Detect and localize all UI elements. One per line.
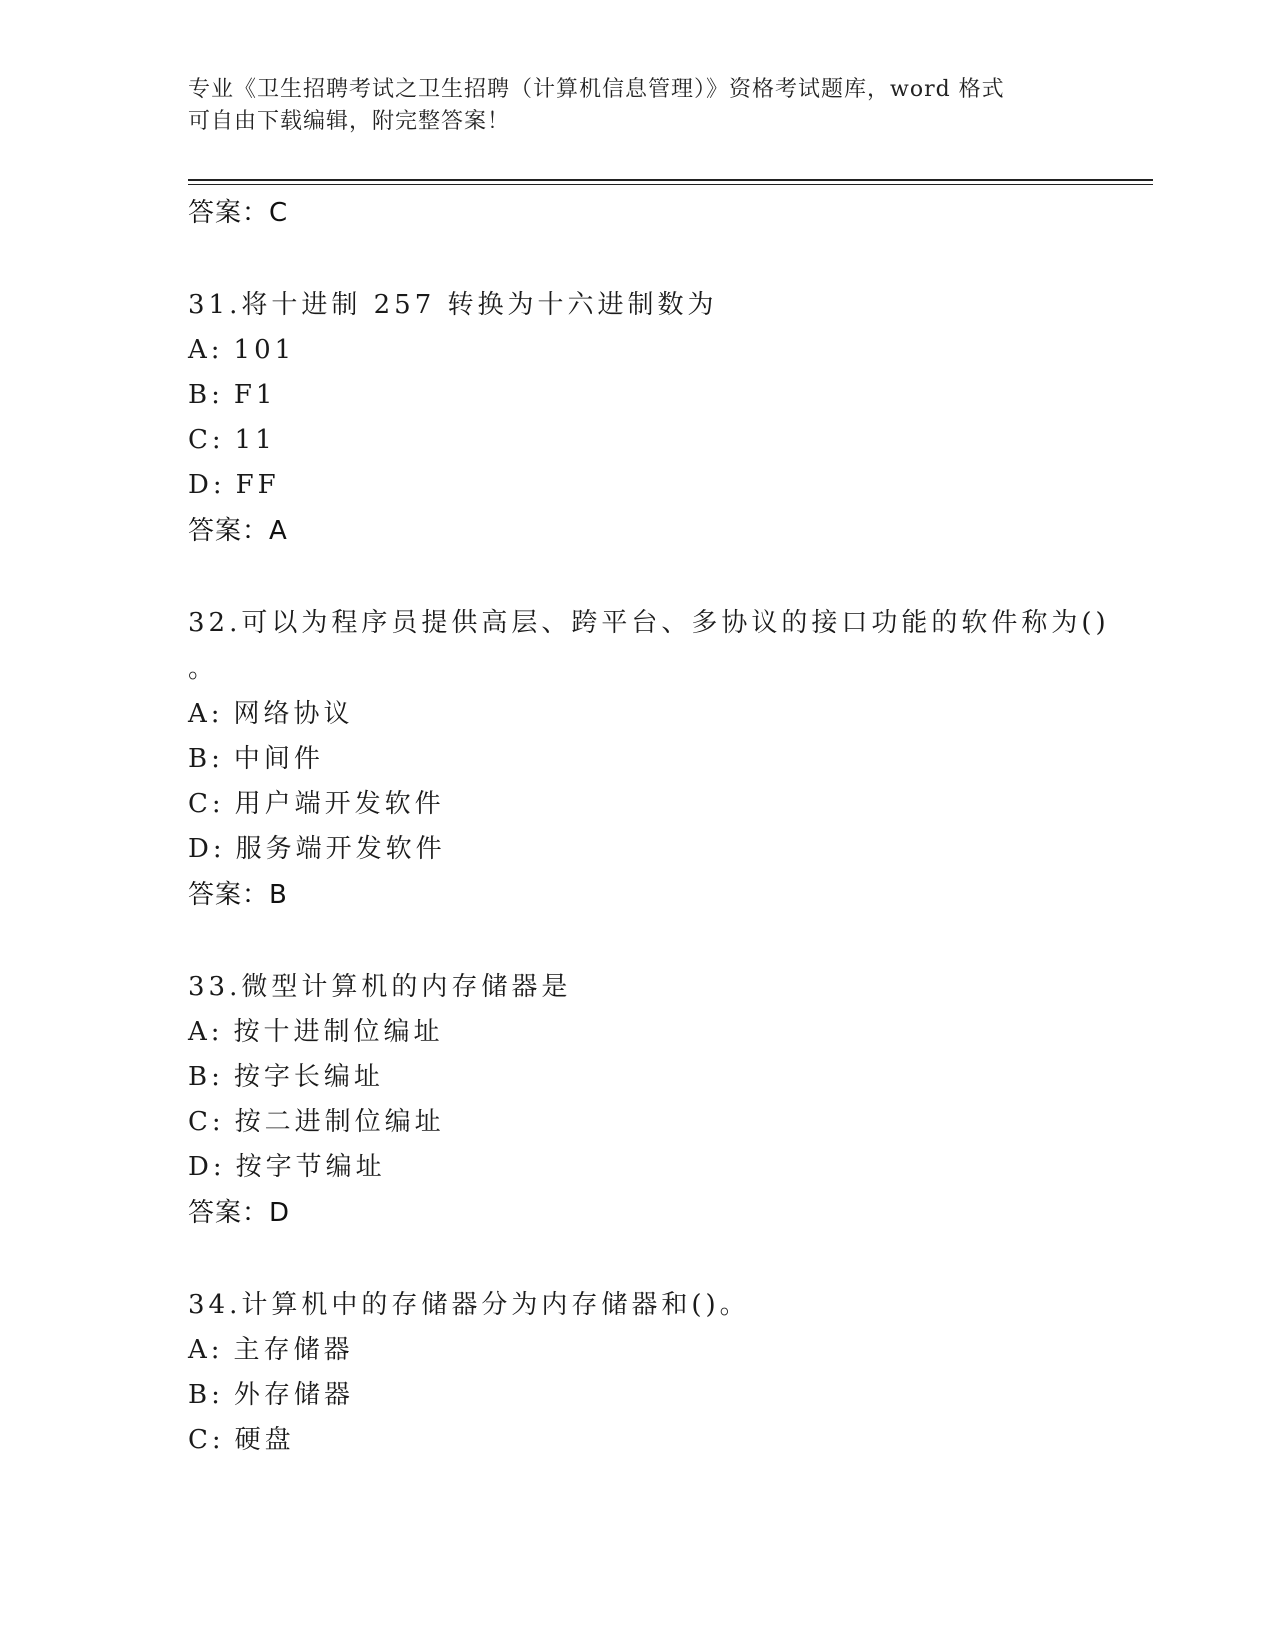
option-letter: A:	[188, 699, 224, 729]
option-b	[188, 1373, 1088, 1418]
option-b	[188, 1055, 1088, 1100]
option-c	[188, 418, 1088, 463]
option-d	[188, 463, 1088, 508]
option-text: 中间件	[233, 744, 324, 774]
option-text: F1	[233, 380, 277, 410]
option-letter: A:	[188, 1017, 224, 1047]
option-letter: B:	[188, 744, 224, 774]
option-letter: D:	[188, 1152, 226, 1182]
question-block	[188, 964, 1088, 1236]
question-text-line: 31.将十进制 257 转换为十六进制数为	[188, 290, 718, 320]
option-text: 硬盘	[234, 1425, 295, 1455]
option-text: 网络协议	[233, 699, 354, 729]
question-text	[188, 600, 1110, 692]
question-block	[188, 282, 1088, 554]
option-a	[188, 1010, 1088, 1055]
option-text: 主存储器	[233, 1335, 354, 1365]
option-a	[188, 1328, 1088, 1373]
option-c	[188, 1100, 1088, 1145]
option-text: 按字节编址	[235, 1152, 386, 1182]
option-letter: C:	[188, 425, 225, 455]
option-text: 按字长编址	[233, 1062, 384, 1092]
option-letter: C:	[188, 1425, 225, 1455]
header-line-2: 可自由下载编辑，附完整答案！	[188, 109, 511, 134]
option-letter: B:	[188, 1062, 224, 1092]
option-a	[188, 328, 1088, 373]
question-text	[188, 1282, 1088, 1328]
answer-line: 答案：A	[188, 516, 288, 546]
option-letter: C:	[188, 1107, 225, 1137]
question-text-line: 34.计算机中的存储器分为内存储器和()。	[188, 1290, 750, 1320]
previous-answer: 答案：C	[188, 198, 289, 228]
option-letter: B:	[188, 1380, 224, 1410]
option-text: 101	[233, 335, 296, 365]
option-letter: D:	[188, 470, 226, 500]
option-text: 按十进制位编址	[233, 1017, 444, 1047]
option-b	[188, 373, 1088, 418]
option-text: 服务端开发软件	[235, 834, 446, 864]
option-text: 按二进制位编址	[234, 1107, 445, 1137]
question-text-line: 32.可以为程序员提供高层、跨平台、多协议的接口功能的软件称为()	[188, 608, 1110, 638]
header-line-1: 专业《卫生招聘考试之卫生招聘（计算机信息管理）》资格考试题库，word 格式	[188, 77, 1005, 102]
questions-container	[188, 282, 1110, 1463]
question-text	[188, 964, 1088, 1010]
option-text: 外存储器	[233, 1380, 354, 1410]
header-divider	[188, 179, 1153, 181]
option-text: FF	[235, 470, 280, 500]
option-letter: A:	[188, 335, 224, 365]
option-d	[188, 1145, 1088, 1190]
option-letter: D:	[188, 834, 226, 864]
option-text: 用户端开发软件	[234, 789, 445, 819]
option-text: 11	[234, 425, 276, 455]
header-divider-thin	[188, 184, 1153, 185]
question-block	[188, 1282, 1088, 1463]
option-c	[188, 1418, 1088, 1463]
option-b	[188, 737, 1088, 782]
answer-line: 答案：B	[188, 880, 288, 910]
question-list	[188, 190, 1110, 1463]
question-text	[188, 282, 1088, 328]
answer-line: 答案：D	[188, 1198, 291, 1228]
option-a	[188, 692, 1088, 737]
option-d	[188, 827, 1088, 872]
option-letter: A:	[188, 1335, 224, 1365]
question-text-continuation: 。	[188, 654, 219, 684]
document-header	[188, 74, 1088, 138]
question-block	[188, 600, 1110, 918]
option-c	[188, 782, 1088, 827]
option-letter: B:	[188, 380, 224, 410]
option-letter: C:	[188, 789, 225, 819]
question-text-line: 33.微型计算机的内存储器是	[188, 972, 572, 1002]
